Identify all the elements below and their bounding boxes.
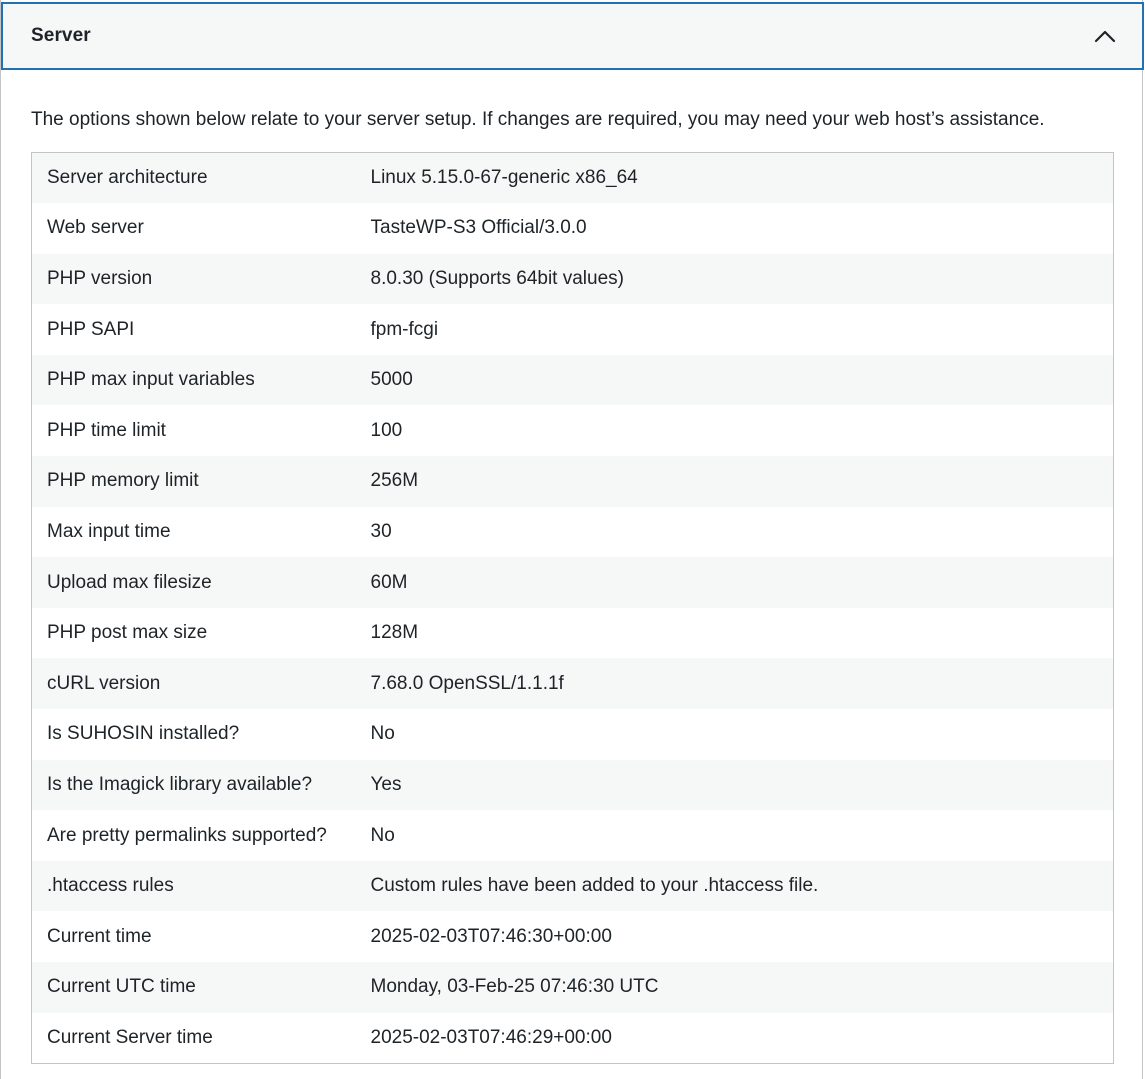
row-label: PHP version bbox=[32, 254, 356, 305]
row-label: Current time bbox=[32, 911, 356, 962]
table-row bbox=[32, 911, 1114, 962]
table-row bbox=[32, 760, 1114, 811]
row-label: Web server bbox=[32, 203, 356, 254]
table-row bbox=[32, 810, 1114, 861]
row-value: 8.0.30 (Supports 64bit values) bbox=[356, 254, 1114, 305]
table-row bbox=[32, 608, 1114, 659]
row-label: .htaccess rules bbox=[32, 861, 356, 912]
table-row bbox=[32, 304, 1114, 355]
row-label: PHP post max size bbox=[32, 608, 356, 659]
row-value: TasteWP-S3 Official/3.0.0 bbox=[356, 203, 1114, 254]
row-label: Current Server time bbox=[32, 1013, 356, 1064]
server-info-table bbox=[31, 152, 1114, 1064]
row-label: PHP max input variables bbox=[32, 355, 356, 406]
row-label: Max input time bbox=[32, 507, 356, 558]
table-row bbox=[32, 405, 1114, 456]
row-label: PHP memory limit bbox=[32, 456, 356, 507]
server-accordion-toggle[interactable] bbox=[1, 2, 1144, 70]
table-row bbox=[32, 153, 1114, 204]
row-value: fpm-fcgi bbox=[356, 304, 1114, 355]
table-row bbox=[32, 861, 1114, 912]
row-value: 2025-02-03T07:46:30+00:00 bbox=[356, 911, 1114, 962]
table-row bbox=[32, 658, 1114, 709]
section-description: The options shown below relate to your server setup. If changes are required, you may need your web host’s assistance. bbox=[31, 109, 1045, 130]
row-label: cURL version bbox=[32, 658, 356, 709]
table-row bbox=[32, 203, 1114, 254]
row-value: 60M bbox=[356, 557, 1114, 608]
row-label: PHP time limit bbox=[32, 405, 356, 456]
row-value: 128M bbox=[356, 608, 1114, 659]
row-value: 30 bbox=[356, 507, 1114, 558]
row-value: 5000 bbox=[356, 355, 1114, 406]
row-value: Monday, 03-Feb-25 07:46:30 UTC bbox=[356, 962, 1114, 1013]
table-row bbox=[32, 557, 1114, 608]
row-value: Custom rules have been added to your .htaccess file. bbox=[356, 861, 1114, 912]
row-value: Yes bbox=[356, 760, 1114, 811]
row-value: No bbox=[356, 709, 1114, 760]
row-label: Current UTC time bbox=[32, 962, 356, 1013]
row-label: Upload max filesize bbox=[32, 557, 356, 608]
row-value: 7.68.0 OpenSSL/1.1.1f bbox=[356, 658, 1114, 709]
row-label: PHP SAPI bbox=[32, 304, 356, 355]
table-row bbox=[32, 1013, 1114, 1064]
row-value: 2025-02-03T07:46:29+00:00 bbox=[356, 1013, 1114, 1064]
row-label: Are pretty permalinks supported? bbox=[32, 810, 356, 861]
row-label: Is the Imagick library available? bbox=[32, 760, 356, 811]
table-row bbox=[32, 254, 1114, 305]
chevron-up-icon[interactable] bbox=[1094, 25, 1116, 47]
row-value: 256M bbox=[356, 456, 1114, 507]
table-row bbox=[32, 456, 1114, 507]
table-row bbox=[32, 507, 1114, 558]
table-row bbox=[32, 709, 1114, 760]
row-value: No bbox=[356, 810, 1114, 861]
table-row bbox=[32, 355, 1114, 406]
section-title: Server bbox=[31, 25, 91, 46]
table-row bbox=[32, 962, 1114, 1013]
row-value: 100 bbox=[356, 405, 1114, 456]
row-label: Is SUHOSIN installed? bbox=[32, 709, 356, 760]
row-label: Server architecture bbox=[32, 153, 356, 204]
row-value: Linux 5.15.0-67-generic x86_64 bbox=[356, 153, 1114, 204]
